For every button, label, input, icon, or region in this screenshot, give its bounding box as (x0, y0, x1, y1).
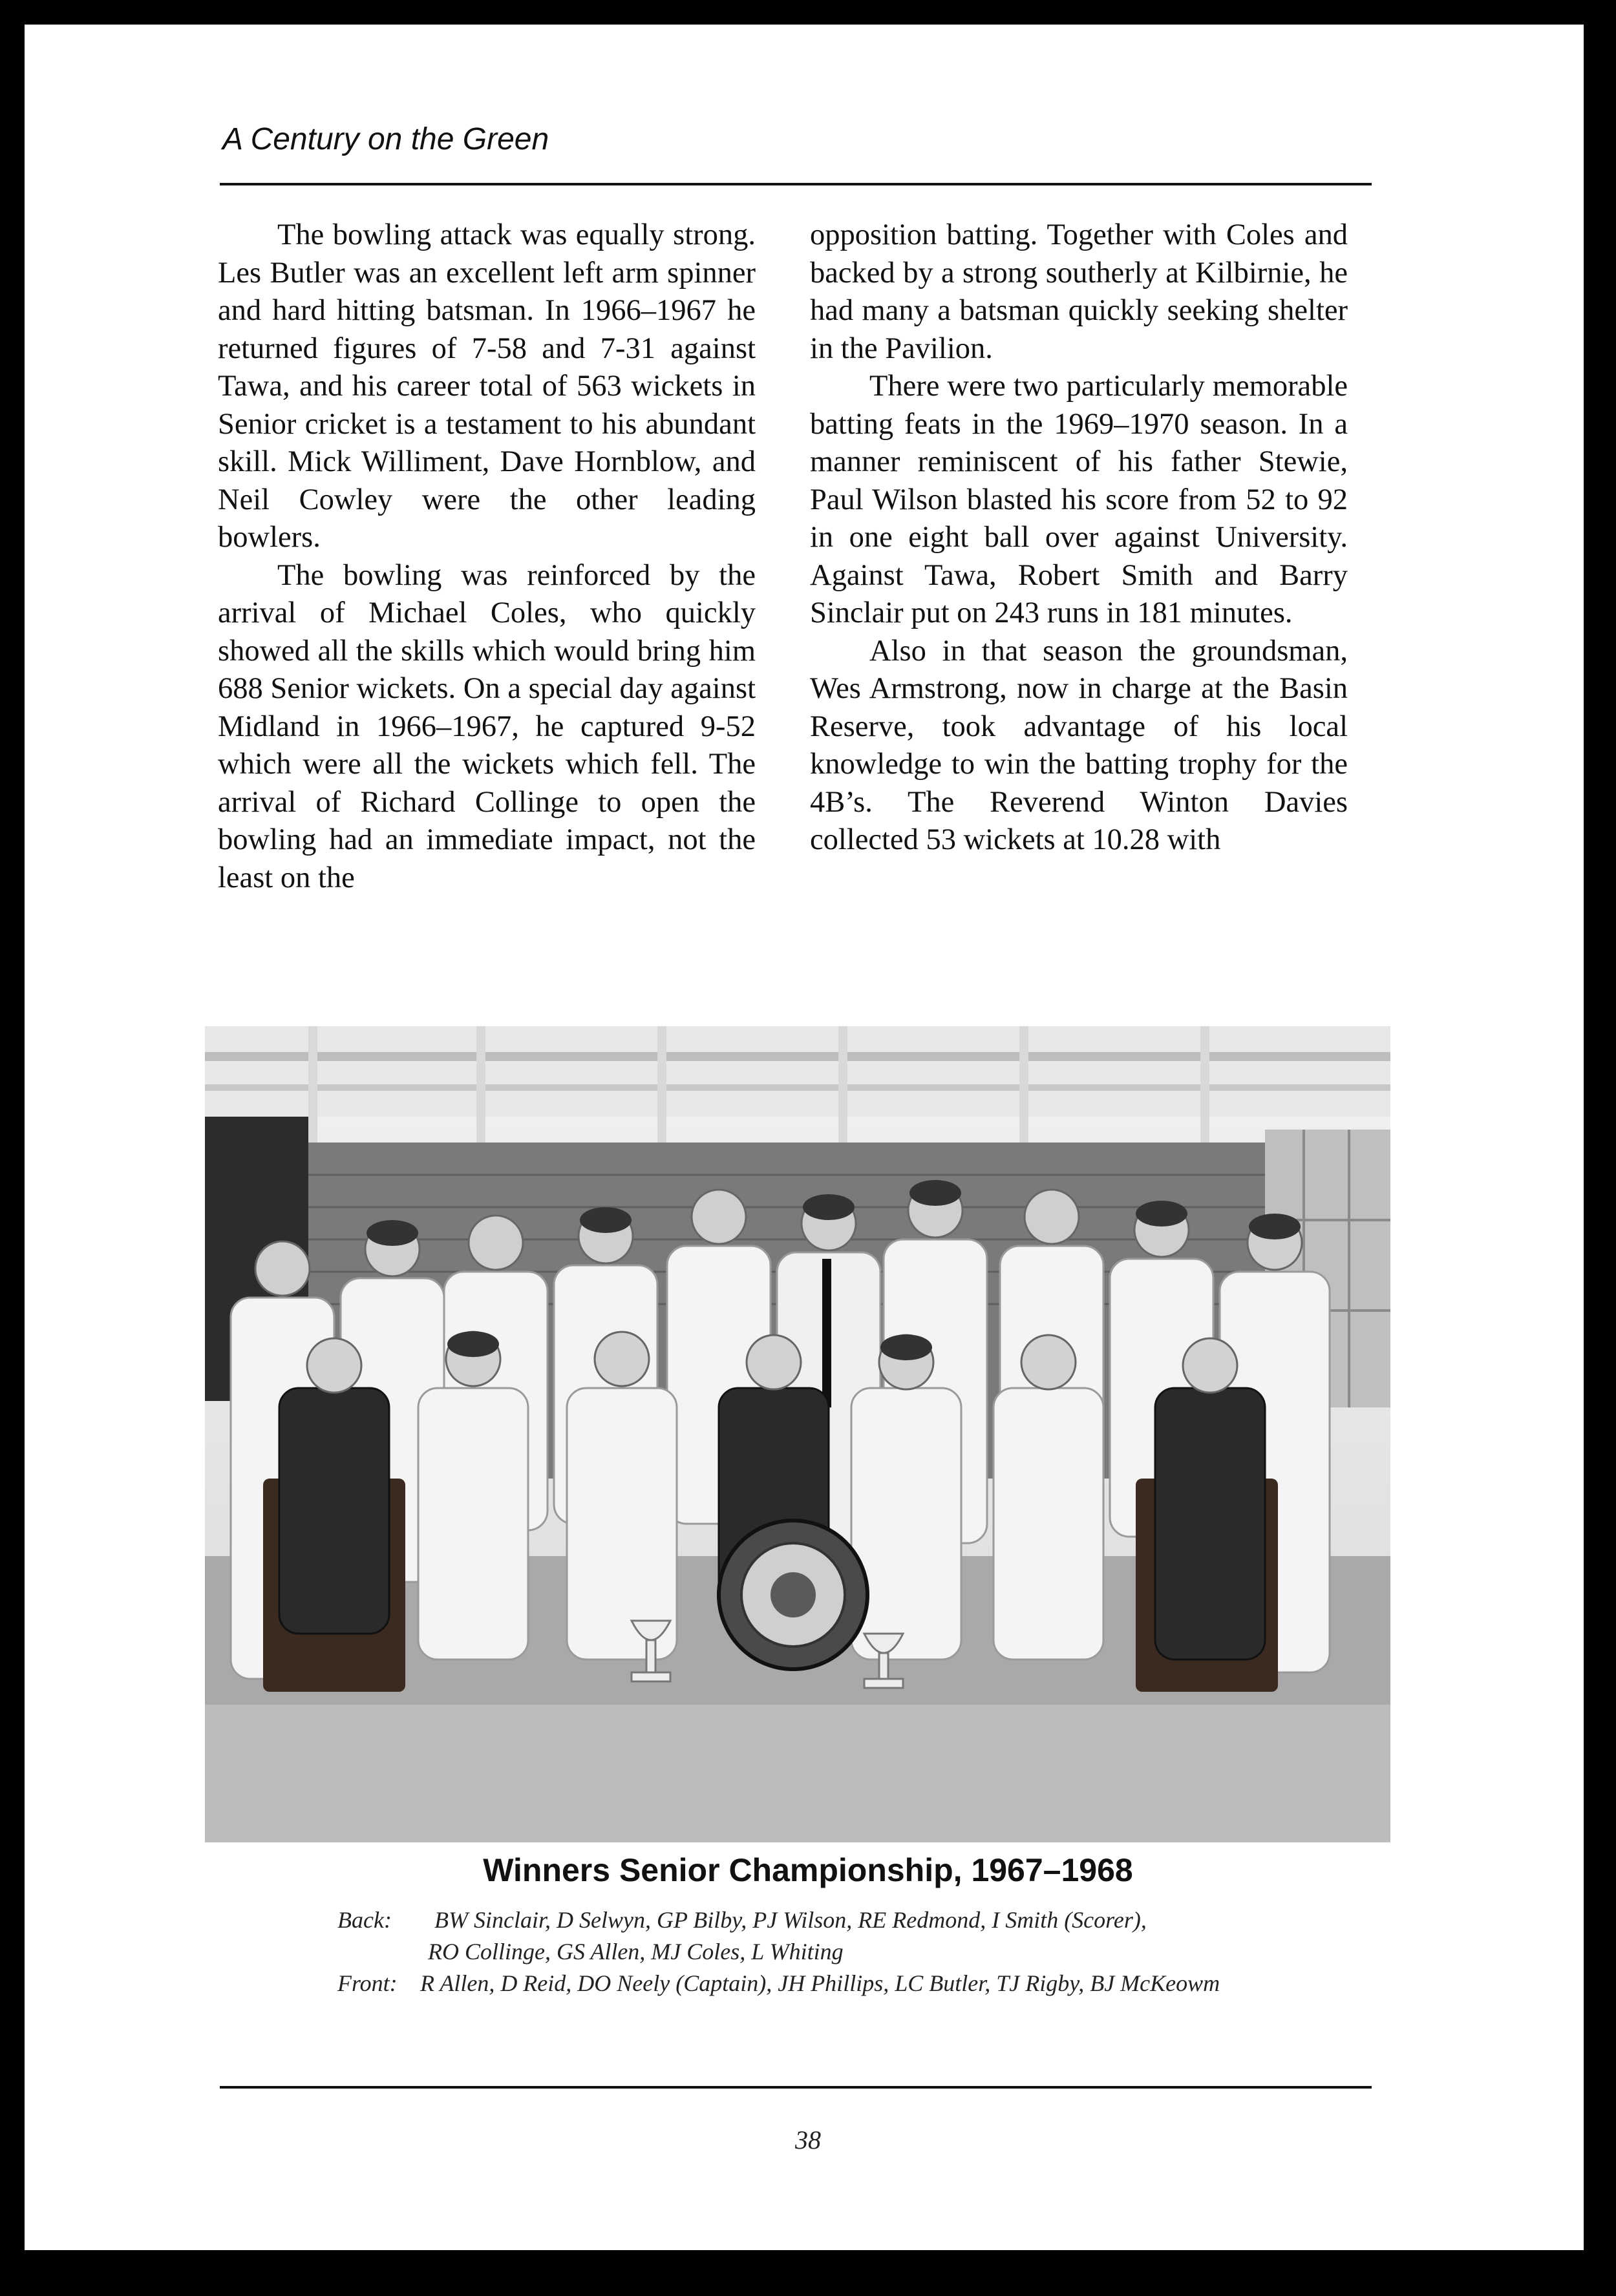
running-title: A Century on the Green (222, 122, 549, 156)
caption-front-label: Front: (337, 1970, 398, 1996)
left-column (218, 216, 756, 897)
caption-back-line: RO Collinge, GS Allen, MJ Coles, L Whiting (428, 1939, 844, 1964)
caption-front-line: R Allen, D Reid, DO Neely (Captain), JH Phillips, LC Butler, TJ Rigby, BJ McKeowm (420, 1970, 1220, 1996)
header-rule (220, 183, 1372, 185)
footer-rule (220, 2086, 1372, 2089)
trophy-shield-icon (719, 1521, 867, 1669)
paragraph: opposition batting. Together with Coles and backed by a strong southerly at Kilbirnie, he had many a batsman quickly seeking shelter in the Pavilion. (810, 218, 1348, 365)
paragraph: Also in that season the groundsman, Wes Armstrong, now in charge at the Basin Reserve, took advantage of his local knowledge to win the batting trophy for the 4B’s. The Reverend Winton Davies collected 53 wickets at 10.28 with (810, 634, 1348, 856)
right-column (810, 216, 1348, 859)
team-photo (205, 1026, 1390, 1842)
paragraph: The bowling attack was equally strong. Les Butler was an excellent left arm spinner and hard hitting batsman. In 1966–1967 he returned figures of 7-58 and 7-31 against Tawa, and his career total of 563 wickets in Senior cricket is a testament to his abundant skill. Mick Williment, Dave Hornblow, and Neil Cowley were the other leading bowlers. (218, 218, 756, 554)
page-number: 38 (795, 2125, 821, 2154)
caption-back-label: Back: (337, 1907, 392, 1933)
paragraph: There were two particularly memorable batting feats in the 1969–1970 season. In a manner reminiscent of his father Stewie, Paul Wilson blasted his score from 52 to 92 in one eight ball over against University. Against Tawa, Robert Smith and Barry Sinclair put on 243 runs in 181 minutes. (810, 370, 1348, 629)
team-photo-drawing (205, 1026, 1390, 1842)
caption-back-line: BW Sinclair, D Selwyn, GP Bilby, PJ Wilson, RE Redmond, I Smith (Scorer), (434, 1907, 1147, 1933)
photo-caption-title: Winners Senior Championship, 1967–1968 (483, 1852, 1133, 1888)
paragraph: The bowling was reinforced by the arrival of Michael Coles, who quickly showed all the skills which would bring him 688 Senior wickets. On a special day against Midland in 1966–1967, he captured 9-52 which were all the wickets which fell. The arrival of Richard Collinge to open the bowling had an immediate impact, not the least on the (218, 558, 756, 894)
